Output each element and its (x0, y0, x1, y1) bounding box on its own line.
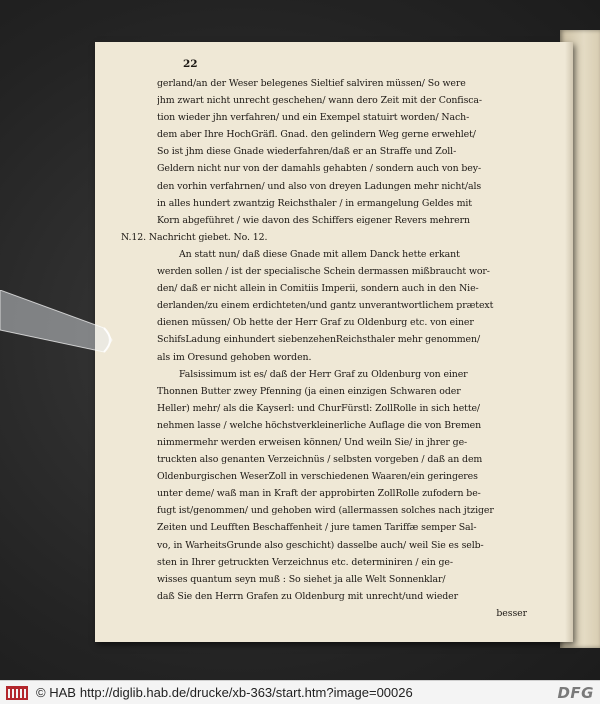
text-line: unter deme/ waß man in Kraft der approbirten ZollRolle zufodern be- (157, 488, 481, 500)
catchword: besser (496, 607, 527, 619)
text-line: Falsissimum ist es/ daß der Herr Graf zu Oldenburg von einer (179, 368, 468, 380)
text-line: daß Sie den Herrn Grafen zu Oldenburg mit unrecht/und wieder (157, 590, 458, 602)
copyright-label: © HAB (36, 685, 76, 700)
text-line: den/ daß er nicht allein in Comitiis Imperii, sondern auch in den Nie- (157, 283, 479, 295)
text-line: dienen müssen/ Ob hette der Herr Graf zu Oldenburg etc. von einer (157, 317, 474, 329)
text-line: nehmen lasse / welche höchstverkleinerliche Auflage die von Bremen (157, 419, 482, 431)
hab-library-icon (6, 686, 28, 700)
page-shadow (565, 42, 573, 642)
text-line: dem aber Ihre HochGräfl. Gnad. den gelindern Weg gerne erwehlet/ (157, 129, 476, 141)
text-line: Geldern nicht nur von der damahls gehabten / sondern auch von bey- (157, 163, 482, 175)
text-line: SchifsLadung einhundert siebenzehenReichsthaler mehr genommen/ (157, 334, 480, 346)
text-line: als im Oresund gehoben worden. (157, 351, 312, 363)
text-line: den vorhin verfahrnen/ und also von dreyen Ladungen mehr nicht/als (157, 180, 482, 192)
bookmark-strip (0, 290, 118, 360)
text-line: fugt ist/genommen/ und gehoben wird (allermassen solches nach jtziger (157, 505, 494, 517)
text-line-with-note (121, 229, 527, 246)
text-line: sten in Ihrer getruckten Verzeichnus etc. determiniren / ein ge- (157, 556, 453, 568)
page-number: 22 (183, 58, 198, 70)
source-url-link[interactable]: http://diglib.hab.de/drucke/xb-363/start.htm?image=00026 (79, 685, 413, 700)
document-page (95, 42, 573, 642)
text-line: Zeiten und Leufften Beschaffenheit / jure tamen Tariffæ semper Sal- (157, 522, 477, 534)
text-line: Nachricht giebet. No. 12. (148, 231, 268, 243)
text-line: tion wieder jhn verfahren/ und ein Exempel statuirt worden/ Nach- (157, 112, 470, 124)
text-line: An statt nun/ daß diese Gnade mit allem Danck hette erkant (179, 248, 460, 260)
text-line: derlanden/zu einem erdichteten/und gantz unverantwortlichem prætext (157, 300, 494, 312)
text-line: wisses quantum seyn muß : So siehet ja alle Welt Sonnenklar/ (157, 573, 446, 585)
text-line: gerland/an der Weser belegenes Sieltief salviren müssen/ So were (157, 78, 466, 89)
text-line: So ist jhm diese Gnade wiederfahren/daß er an Straffe und Zoll- (157, 146, 457, 158)
text-line: nimmermehr werden erweisen können/ Und weiln Sie/ in jhrer ge- (157, 436, 468, 448)
text-line: vo, in WarheitsGrunde also geschicht) dasselbe auch/ weil Sie es selb- (157, 539, 484, 551)
margin-note-label: N.12. (121, 231, 149, 243)
dfg-logo: DFG (557, 683, 594, 702)
body-text (121, 75, 527, 622)
text-line: in alles hundert zwantzig Reichsthaler / in ermangelung Geldes mit (157, 197, 472, 209)
text-line: Thonnen Butter zwey Pfenning (ja einen einzigen Schwaren oder (157, 385, 461, 397)
text-line: Korn abgeführet / wie davon des Schiffers eigener Revers mehrern (157, 214, 470, 226)
viewer-footer (0, 680, 600, 704)
text-line: truckten also genanten Verzeichnüs / selbsten vorgeben / daß an dem (157, 454, 483, 466)
text-line: jhm zwart nicht unrecht geschehen/ wann dero Zeit mit der Confisca- (157, 95, 482, 107)
text-line: Oldenburgischen WeserZoll in verschiedenen Waaren/ein geringeres (157, 471, 478, 483)
text-line: werden sollen / ist der specialische Schein dermassen mißbraucht wor- (157, 266, 490, 278)
text-line: Heller) mehr/ als die Kayserl: und ChurFürstl: ZollRolle in sich hette/ (157, 402, 480, 414)
